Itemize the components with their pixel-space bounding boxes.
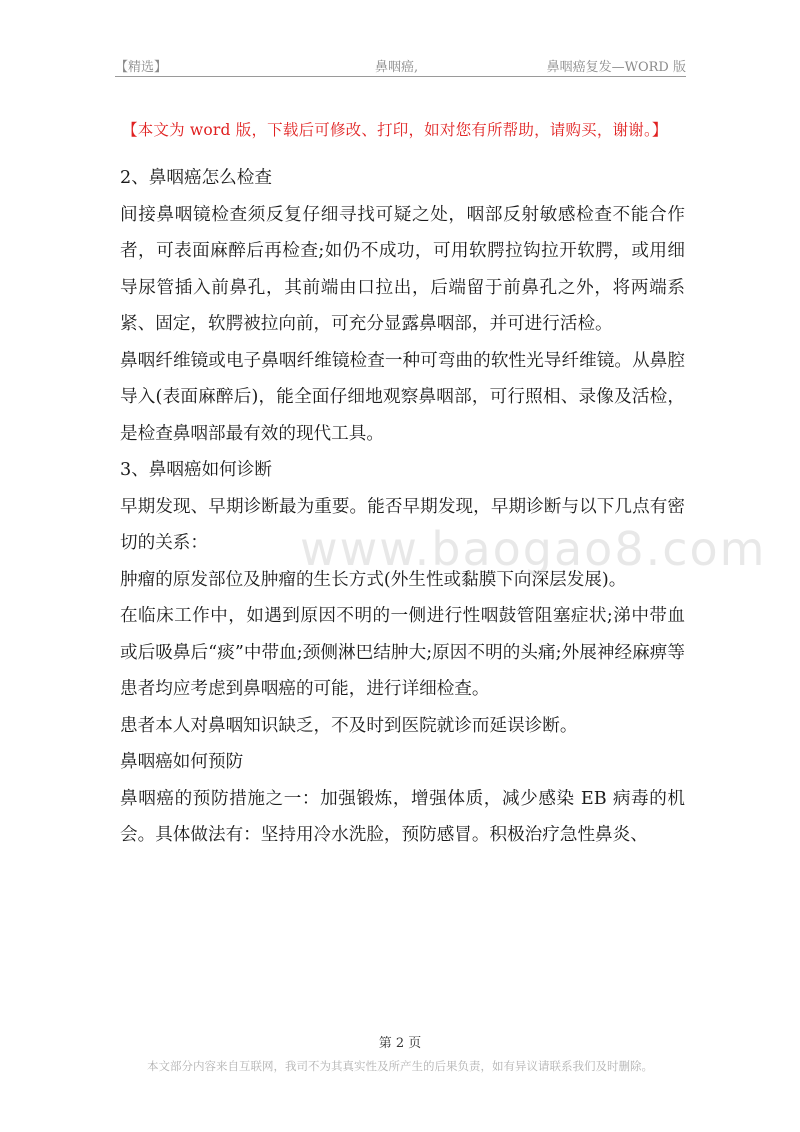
document-body: [120, 160, 685, 854]
watermark: www.baogao8.com: [300, 522, 767, 576]
header-left-label: 【精选】: [115, 60, 168, 75]
section-heading: 鼻咽癌如何预防: [120, 752, 244, 772]
paragraph: 早期发现、早期诊断最为重要。能否早期发现，早期诊断与以下几点有密切的关系：: [120, 496, 685, 553]
header-center-label: 鼻咽癌,: [375, 60, 419, 75]
paragraph: 在临床工作中，如遇到原因不明的一侧进行性咽鼓管阻塞症状;涕中带血或后吸鼻后“痰”中带血;颈侧淋巴结肿大;原因不明的头痛;外展神经麻痹等患者均应考虑到鼻咽癌的可能，进行详细检查。: [120, 606, 685, 699]
section-heading: 3、鼻咽癌如何诊断: [120, 460, 272, 480]
paragraph: 鼻咽纤维镜或电子鼻咽纤维镜检查一种可弯曲的软性光导纤维镜。从鼻腔导入(表面麻醉后)，能全面仔细地观察鼻咽部，可行照相、录像及活检，是检查鼻咽部最有效的现代工具。: [120, 350, 685, 444]
footer-disclaimer: 本文部分内容来自互联网，我司不为其真实性及所产生的后果负责，如有异议请联系我们及时删除。: [147, 1059, 653, 1073]
purchase-notice: 【本文为 word 版，下载后可修改、打印，如对您有所帮助，请购买，谢谢。】: [122, 121, 668, 139]
paragraph: 患者本人对鼻咽知识缺乏，不及时到医院就诊而延误诊断。: [120, 715, 578, 736]
paragraph: 间接鼻咽镜检查须反复仔细寻找可疑之处，咽部反射敏感检查不能合作者，可表面麻醉后再检查;如仍不成功，可用软腭拉钩拉开软腭，或用细导尿管插入前鼻孔，其前端由口拉出，后端留于前鼻孔之外，将两端系紧、固定，软腭被拉向前，可充分显露鼻咽部，并可进行活检。: [120, 204, 685, 334]
paragraph: 鼻咽癌的预防措施之一：加强锻炼，增强体质，减少感染 EB 病毒的机会。具体做法有：坚持用冷水洗脸，预防感冒。积极治疗急性鼻炎、: [120, 788, 685, 845]
page-number: 第 2 页: [378, 1036, 422, 1051]
paragraph: 肿瘤的原发部位及肿瘤的生长方式(外生性或黏膜下向深层发展)。: [120, 569, 627, 590]
section-heading: 2、鼻咽癌怎么检查: [120, 168, 272, 188]
header-right-label: 鼻咽癌复发—WORD 版: [546, 60, 686, 75]
page-header: [115, 56, 686, 77]
